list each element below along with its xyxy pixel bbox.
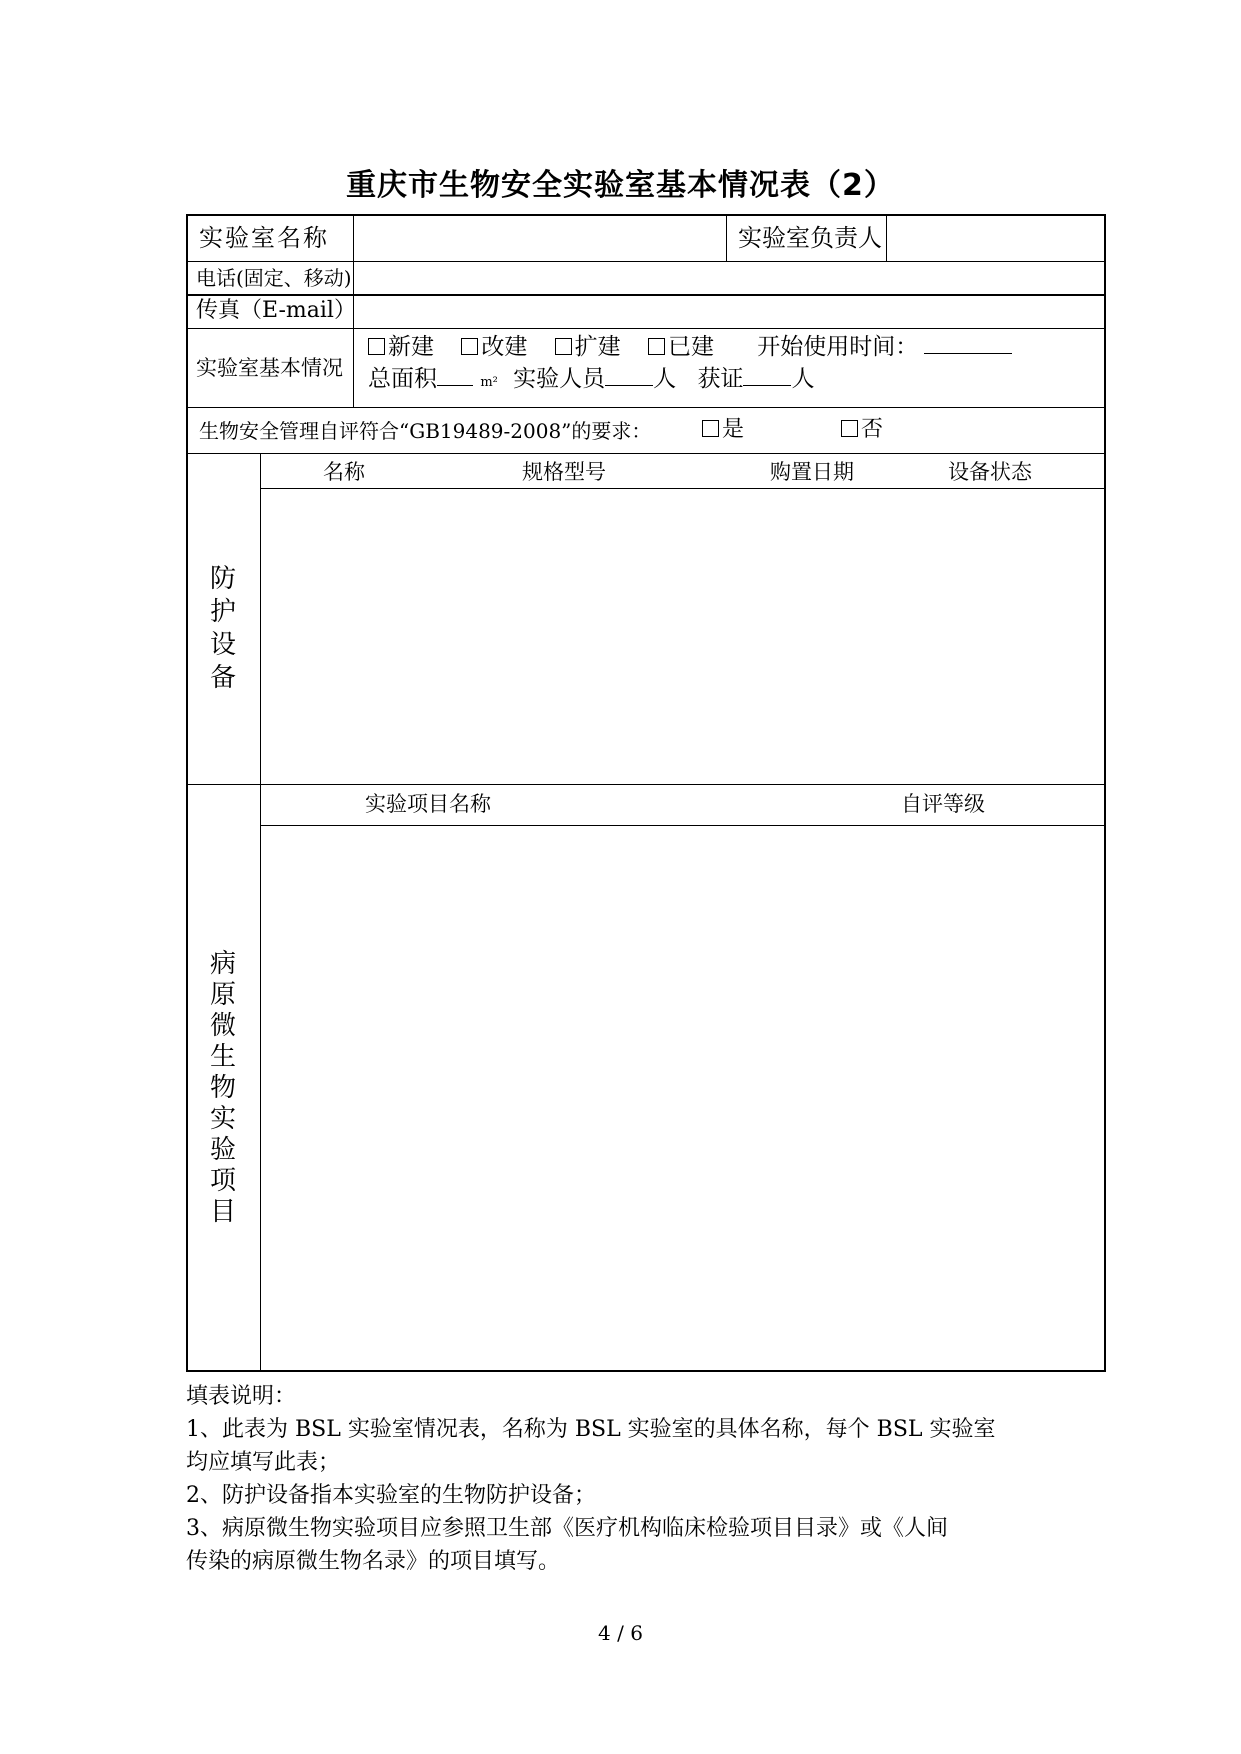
basic-info-label: 实验室基本情况	[196, 356, 343, 380]
checkbox-icon[interactable]	[648, 338, 665, 355]
equipment-header-divider	[260, 488, 1106, 489]
col-header-spec: 规格型号	[522, 460, 606, 484]
build-status-options	[368, 335, 1012, 359]
row-divider	[186, 407, 1106, 408]
fax-label: 传真（E-mail）	[196, 298, 356, 323]
equipment-section-label: 防 护 设 备	[209, 564, 236, 693]
area-field[interactable]	[437, 367, 473, 386]
page-number: 4 / 6	[598, 1621, 643, 1645]
option-new-label: 新建	[388, 334, 434, 360]
projects-header-divider	[260, 825, 1106, 826]
lab-head-field[interactable]	[888, 215, 1104, 260]
staff-label: 实验人员	[513, 366, 606, 392]
area-label: 总面积	[368, 366, 437, 392]
yes-label: 是	[722, 417, 745, 442]
checkbox-icon[interactable]	[368, 338, 385, 355]
area-staff-line	[368, 367, 814, 391]
row-divider	[186, 784, 1106, 785]
option-expand[interactable]	[555, 334, 621, 360]
fax-field[interactable]	[355, 296, 1104, 327]
checkbox-icon[interactable]	[555, 338, 572, 355]
phone-label: 电话(固定、移动)	[196, 266, 352, 290]
form-border-bottom	[186, 1370, 1106, 1372]
row-divider	[186, 453, 1106, 454]
certified-unit: 人	[791, 366, 815, 392]
equipment-entry-area[interactable]	[262, 490, 1104, 783]
col-divider	[886, 214, 887, 261]
start-time-field[interactable]	[924, 335, 1012, 354]
option-expand-label: 扩建	[574, 334, 621, 360]
option-built[interactable]	[648, 334, 714, 360]
page-title: 重庆市生物安全实验室基本情况表（2）	[346, 168, 895, 203]
checkbox-icon[interactable]	[702, 420, 719, 437]
area-unit: m²	[480, 375, 498, 390]
notes-line: 均应填写此表；	[186, 1450, 341, 1475]
certified-label: 获证	[697, 366, 744, 392]
option-rebuild-label: 改建	[481, 334, 528, 360]
option-new[interactable]	[368, 334, 434, 360]
staff-field[interactable]	[605, 367, 653, 386]
filling-instructions	[186, 1380, 1066, 1578]
notes-line: 2、防护设备指本实验室的生物防护设备；	[186, 1483, 596, 1508]
phone-field[interactable]	[355, 262, 1104, 293]
form-border-left	[186, 214, 188, 1372]
notes-line: 1、此表为 BSL 实验室情况表，名称为 BSL 实验室的具体名称，每个 BSL 实验室	[186, 1417, 996, 1442]
form-border-right	[1104, 214, 1106, 1372]
notes-line: 3、病原微生物实验项目应参照卫生部《医疗机构临床检验项目目录》或《人间	[186, 1516, 948, 1541]
lab-info-form	[186, 214, 1106, 1372]
projects-entry-area[interactable]	[262, 827, 1104, 1369]
checkbox-icon[interactable]	[461, 338, 478, 355]
col-header-purchase-date: 购置日期	[770, 460, 854, 484]
self-eval-no[interactable]	[841, 419, 883, 441]
projects-section-label: 病 原 微 生 物 实 验 项 目	[209, 949, 236, 1227]
col-divider	[260, 453, 261, 1371]
row-divider	[186, 328, 1106, 329]
lab-name-field[interactable]	[355, 215, 725, 260]
self-eval-label: 生物安全管理自评符合“GB19489-2008”的要求：	[199, 419, 652, 443]
lab-head-label: 实验室负责人	[738, 224, 882, 252]
lab-name-label: 实验室名称	[199, 224, 329, 252]
certified-field[interactable]	[743, 367, 791, 386]
staff-unit: 人	[653, 366, 677, 392]
col-header-name: 名称	[323, 460, 365, 484]
col-divider	[726, 214, 727, 261]
start-time-label: 开始使用时间：	[757, 334, 919, 360]
checkbox-icon[interactable]	[841, 420, 858, 437]
option-rebuild[interactable]	[461, 334, 527, 360]
notes-heading: 填表说明：	[186, 1384, 297, 1409]
option-built-label: 已建	[667, 334, 714, 360]
self-eval-yes[interactable]	[702, 419, 744, 441]
col-header-self-grade: 自评等级	[901, 792, 985, 816]
col-header-status: 设备状态	[948, 460, 1032, 484]
col-header-project-name: 实验项目名称	[365, 792, 491, 816]
no-label: 否	[861, 417, 884, 442]
notes-line: 传染的病原微生物名录》的项目填写。	[186, 1549, 561, 1574]
